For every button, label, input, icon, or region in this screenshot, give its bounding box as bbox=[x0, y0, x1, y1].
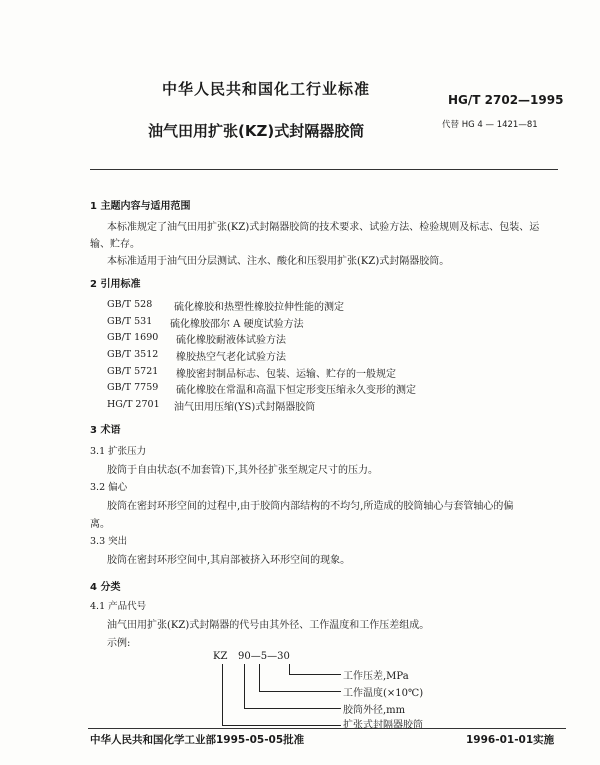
reference-code: GB/T 3512 bbox=[107, 349, 159, 360]
reference-code: GB/T 5721 bbox=[107, 366, 159, 377]
document-title: 油气田用扩张(KZ)式封隔器胶筒 bbox=[148, 122, 365, 140]
reference-title: 硫化橡胶在常温和高温下恒定形变压缩永久变形的测定 bbox=[176, 385, 416, 396]
section-1-paragraph-1-cont: 输、贮存。 bbox=[90, 239, 140, 250]
reference-title: 硫化橡胶耐液体试验方法 bbox=[176, 335, 286, 346]
section-2-heading: 2 引用标准 bbox=[90, 279, 141, 290]
reference-code: GB/T 528 bbox=[107, 299, 153, 310]
clause-4-1-heading: 4.1 产品代号 bbox=[90, 601, 147, 612]
reference-title: 硫化橡胶和热塑性橡胶拉伸性能的测定 bbox=[174, 302, 344, 313]
label-packer-type: 扩张式封隔器胶筒 bbox=[343, 720, 423, 731]
issuing-organization: 中华人民共和国化工行业标准 bbox=[162, 80, 371, 98]
clause-4-1-text: 油气田用扩张(KZ)式封隔器的代号由其外径、工作温度和工作压差组成。 bbox=[107, 620, 430, 631]
reference-title: 橡胶密封制品标志、包装、运输、贮存的一般规定 bbox=[176, 369, 396, 380]
replaces-standard: 代替 HG 4 — 1421—81 bbox=[442, 120, 538, 130]
leader-line-diameter bbox=[244, 664, 245, 708]
leader-line-temperature bbox=[259, 664, 260, 691]
header-divider bbox=[90, 169, 558, 170]
reference-code: GB/T 7759 bbox=[107, 382, 159, 393]
section-1-paragraph-1: 本标准规定了油气田用扩张(KZ)式封隔器胶筒的技术要求、试验方法、检验规则及标志、包装、运 bbox=[107, 222, 540, 233]
term-3-2-definition: 胶筒在密封环形空间的过程中,由于胶筒内部结构的不均匀,所造成的胶筒轴心与套管轴心的偏 bbox=[107, 501, 514, 512]
term-3-3-definition: 胶筒在密封环形空间中,其肩部被挤入环形空间的现象。 bbox=[107, 555, 351, 566]
leader-line-type bbox=[222, 664, 223, 725]
label-working-temperature: 工作温度(×10℃) bbox=[343, 688, 424, 699]
label-working-pressure: 工作压差,MPa bbox=[343, 671, 409, 682]
term-3-2-definition-cont: 离。 bbox=[90, 519, 110, 530]
reference-code: HG/T 2701 bbox=[107, 399, 160, 410]
label-outer-diameter: 胶筒外径,mm bbox=[343, 705, 406, 716]
term-3-1-definition: 胶筒于自由状态(不加套管)下,其外径扩张至规定尺寸的压力。 bbox=[107, 465, 378, 476]
leader-line-diameter-h bbox=[244, 708, 341, 709]
term-3-1-heading: 3.1 扩张压力 bbox=[90, 446, 147, 457]
leader-line-temperature-h bbox=[259, 691, 341, 692]
reference-title: 油气田用压缩(YS)式封隔器胶筒 bbox=[174, 402, 316, 413]
leader-line-pressure-h bbox=[289, 674, 341, 675]
reference-code: GB/T 1690 bbox=[107, 332, 159, 343]
standard-code: HG/T 2702—1995 bbox=[448, 93, 564, 107]
example-label: 示例: bbox=[107, 638, 131, 649]
section-1-paragraph-2: 本标准适用于油气田分层测试、注水、酸化和压裂用扩张(KZ)式封隔器胶筒。 bbox=[107, 256, 450, 267]
code-values: 90—5—30 bbox=[238, 651, 290, 662]
section-4-heading: 4 分类 bbox=[90, 582, 121, 593]
approval-statement: 中华人民共和国化学工业部1995-05-05批准 bbox=[90, 734, 305, 746]
code-prefix: KZ bbox=[213, 651, 228, 662]
leader-line-pressure bbox=[289, 664, 290, 674]
reference-title: 橡胶热空气老化试验方法 bbox=[176, 352, 286, 363]
reference-title: 硫化橡胶邵尔 A 硬度试验方法 bbox=[170, 319, 304, 330]
leader-line-type-h bbox=[222, 725, 341, 726]
footer-divider bbox=[88, 728, 566, 729]
reference-code: GB/T 531 bbox=[107, 316, 153, 327]
section-3-heading: 3 术语 bbox=[90, 425, 121, 436]
term-3-3-heading: 3.3 突出 bbox=[90, 536, 128, 547]
implementation-date: 1996-01-01实施 bbox=[466, 734, 555, 746]
term-3-2-heading: 3.2 偏心 bbox=[90, 482, 128, 493]
section-1-heading: 1 主题内容与适用范围 bbox=[90, 201, 191, 212]
